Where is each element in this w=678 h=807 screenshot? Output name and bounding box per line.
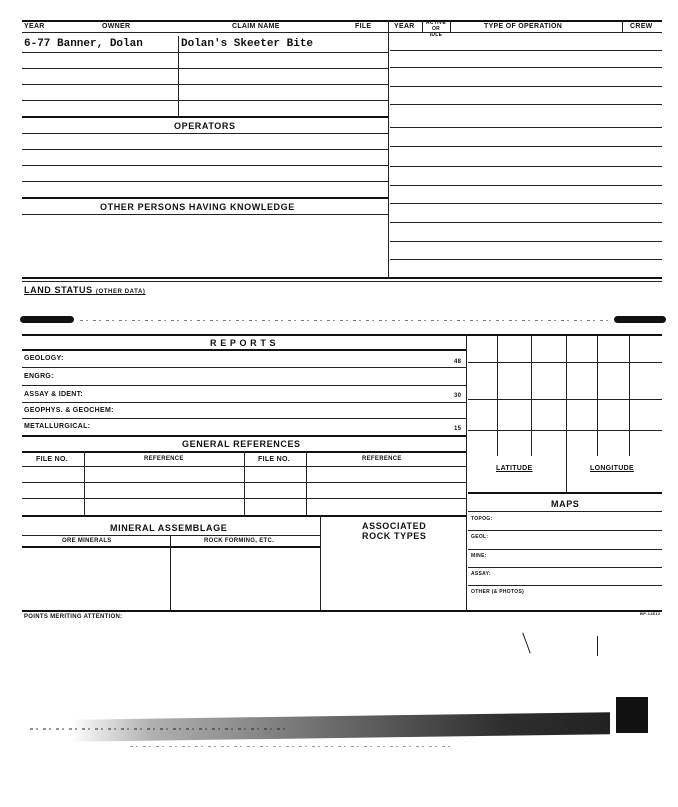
scan-noise <box>80 320 610 321</box>
form-number: BP-14612 <box>640 611 661 616</box>
right-row-line <box>390 222 662 223</box>
report-geology-num: 48 <box>454 359 462 365</box>
top-rule <box>22 20 662 22</box>
operators-heading: OPERATORS <box>174 121 236 131</box>
row-line <box>22 197 388 199</box>
grid-line <box>629 336 630 456</box>
maps-topog-label: TOPOG: <box>471 516 493 522</box>
land-status-label: LAND STATUS <box>24 285 93 295</box>
grid-line <box>468 362 662 363</box>
right-row-line <box>390 104 662 105</box>
maps-row-line <box>468 567 662 568</box>
scan-smear <box>70 712 610 742</box>
mineral-col-divider <box>170 535 171 610</box>
active-idle-header: ACTIVE OR IDLE <box>425 20 447 38</box>
file-no-header: FILE NO. <box>36 456 68 463</box>
scan-blot <box>616 697 648 733</box>
reports-header-rule <box>22 349 466 351</box>
report-assay-label: ASSAY & IDENT: <box>24 391 84 398</box>
refs-col-divider <box>244 451 245 515</box>
refs-col-divider <box>306 451 307 515</box>
latitude-label: LATITUDE <box>496 465 533 472</box>
report-metallurgical-label: METALLURGICAL: <box>24 423 91 430</box>
maps-geol-label: GEOL: <box>471 534 489 540</box>
other-persons-heading: OTHER PERSONS HAVING KNOWLEDGE <box>100 202 295 212</box>
mineral-header-rule <box>22 546 320 548</box>
right-row-line <box>390 166 662 167</box>
header-divider <box>450 20 451 32</box>
ink-smear <box>614 316 666 323</box>
reports-right-divider <box>466 334 467 610</box>
section-rule <box>22 277 662 279</box>
scan-mark <box>522 632 530 653</box>
scan-mark <box>597 636 598 656</box>
report-geophys-label: GEOPHYS. & GEOCHEM: <box>24 407 114 414</box>
report-row-line <box>22 418 466 419</box>
row-line <box>22 68 388 69</box>
row-line <box>22 84 388 85</box>
maps-mine-label: MINE: <box>471 553 487 559</box>
grid-line <box>597 336 598 456</box>
row-line <box>22 52 388 53</box>
scan-noise <box>30 728 290 730</box>
maps-row-line <box>468 530 662 531</box>
right-row-line <box>390 86 662 87</box>
refs-col-divider <box>84 451 85 515</box>
grid-line <box>566 336 567 492</box>
row-line <box>22 149 388 150</box>
report-row-line <box>22 385 466 386</box>
year-header: YEAR <box>24 23 45 30</box>
report-geology-label: GEOLOGY: <box>24 355 64 362</box>
reference2-header: REFERENCE <box>362 456 402 462</box>
header-divider <box>622 20 623 32</box>
ink-smear <box>20 316 74 323</box>
mineral-assemblage-heading: MINERAL ASSEMBLAGE <box>110 523 228 533</box>
maps-top-rule <box>468 492 662 494</box>
associated-heading: ASSOCIATED <box>362 521 427 531</box>
grid-line <box>497 336 498 456</box>
reference-header: REFERENCE <box>144 456 184 462</box>
right-row-line <box>390 203 662 204</box>
maps-assay-label: ASSAY: <box>471 571 491 577</box>
refs-bottom-rule <box>22 515 466 517</box>
points-meriting-attention-label: POINTS MERITING ATTENTION: <box>24 614 123 620</box>
row-line <box>22 165 388 166</box>
mineral-col-divider <box>320 515 321 610</box>
right-row-line <box>390 146 662 147</box>
mineral-subheader-rule <box>22 535 320 536</box>
rock-forming-header: ROCK FORMING, ETC. <box>204 538 275 544</box>
maps-row-line <box>468 585 662 586</box>
general-references-heading: GENERAL REFERENCES <box>182 439 301 449</box>
header-divider <box>422 20 423 32</box>
rock-types-heading: ROCK TYPES <box>362 531 427 541</box>
report-row-line <box>22 367 466 368</box>
year2-header: YEAR <box>394 23 415 30</box>
header-underline <box>22 32 662 33</box>
crew-header: CREW <box>630 23 653 30</box>
right-row-line <box>390 127 662 128</box>
reports-bottom-rule <box>22 435 466 437</box>
scan-noise <box>130 746 450 747</box>
report-metallurgical-num: 15 <box>454 426 462 432</box>
right-row-line <box>390 259 662 260</box>
report-assay-num: 30 <box>454 393 462 399</box>
typed-claim-name: Dolan's Skeeter Bite <box>181 38 314 50</box>
report-engrg-label: ENGRG: <box>24 373 54 380</box>
row-line <box>22 116 388 118</box>
type-of-operation-header: TYPE OF OPERATION <box>484 23 563 30</box>
maps-row-line <box>468 549 662 550</box>
ore-minerals-header: ORE MINERALS <box>62 538 112 544</box>
owner-header: OWNER <box>102 23 131 30</box>
reports-heading: R E P O R T S <box>210 338 277 348</box>
owner-claim-divider <box>178 36 179 116</box>
row-line <box>22 181 388 182</box>
right-row-line <box>390 185 662 186</box>
maps-header-rule <box>468 511 662 512</box>
row-line <box>22 214 388 215</box>
main-column-divider <box>388 20 389 278</box>
file-no2-header: FILE NO. <box>258 456 290 463</box>
land-status-heading <box>24 285 146 295</box>
claim-name-header: CLAIM NAME <box>232 23 280 30</box>
maps-other-label: OTHER (& PHOTOS) <box>471 589 525 595</box>
typed-year-owner: 6-77 Banner, Dolan <box>24 38 143 50</box>
right-row-line <box>390 67 662 68</box>
report-row-line <box>22 402 466 403</box>
longitude-label: LONGITUDE <box>590 465 634 472</box>
bottom-rule <box>22 610 662 612</box>
file-header: FILE <box>355 23 372 30</box>
row-line <box>22 100 388 101</box>
right-row-line <box>390 241 662 242</box>
grid-line <box>468 399 662 400</box>
grid-line <box>468 430 662 431</box>
section-rule-thin <box>22 281 662 282</box>
right-row-line <box>390 50 662 51</box>
land-status-sub: (OTHER DATA) <box>95 289 146 295</box>
row-line <box>22 133 388 134</box>
grid-line <box>531 336 532 456</box>
maps-heading: MAPS <box>551 499 580 509</box>
